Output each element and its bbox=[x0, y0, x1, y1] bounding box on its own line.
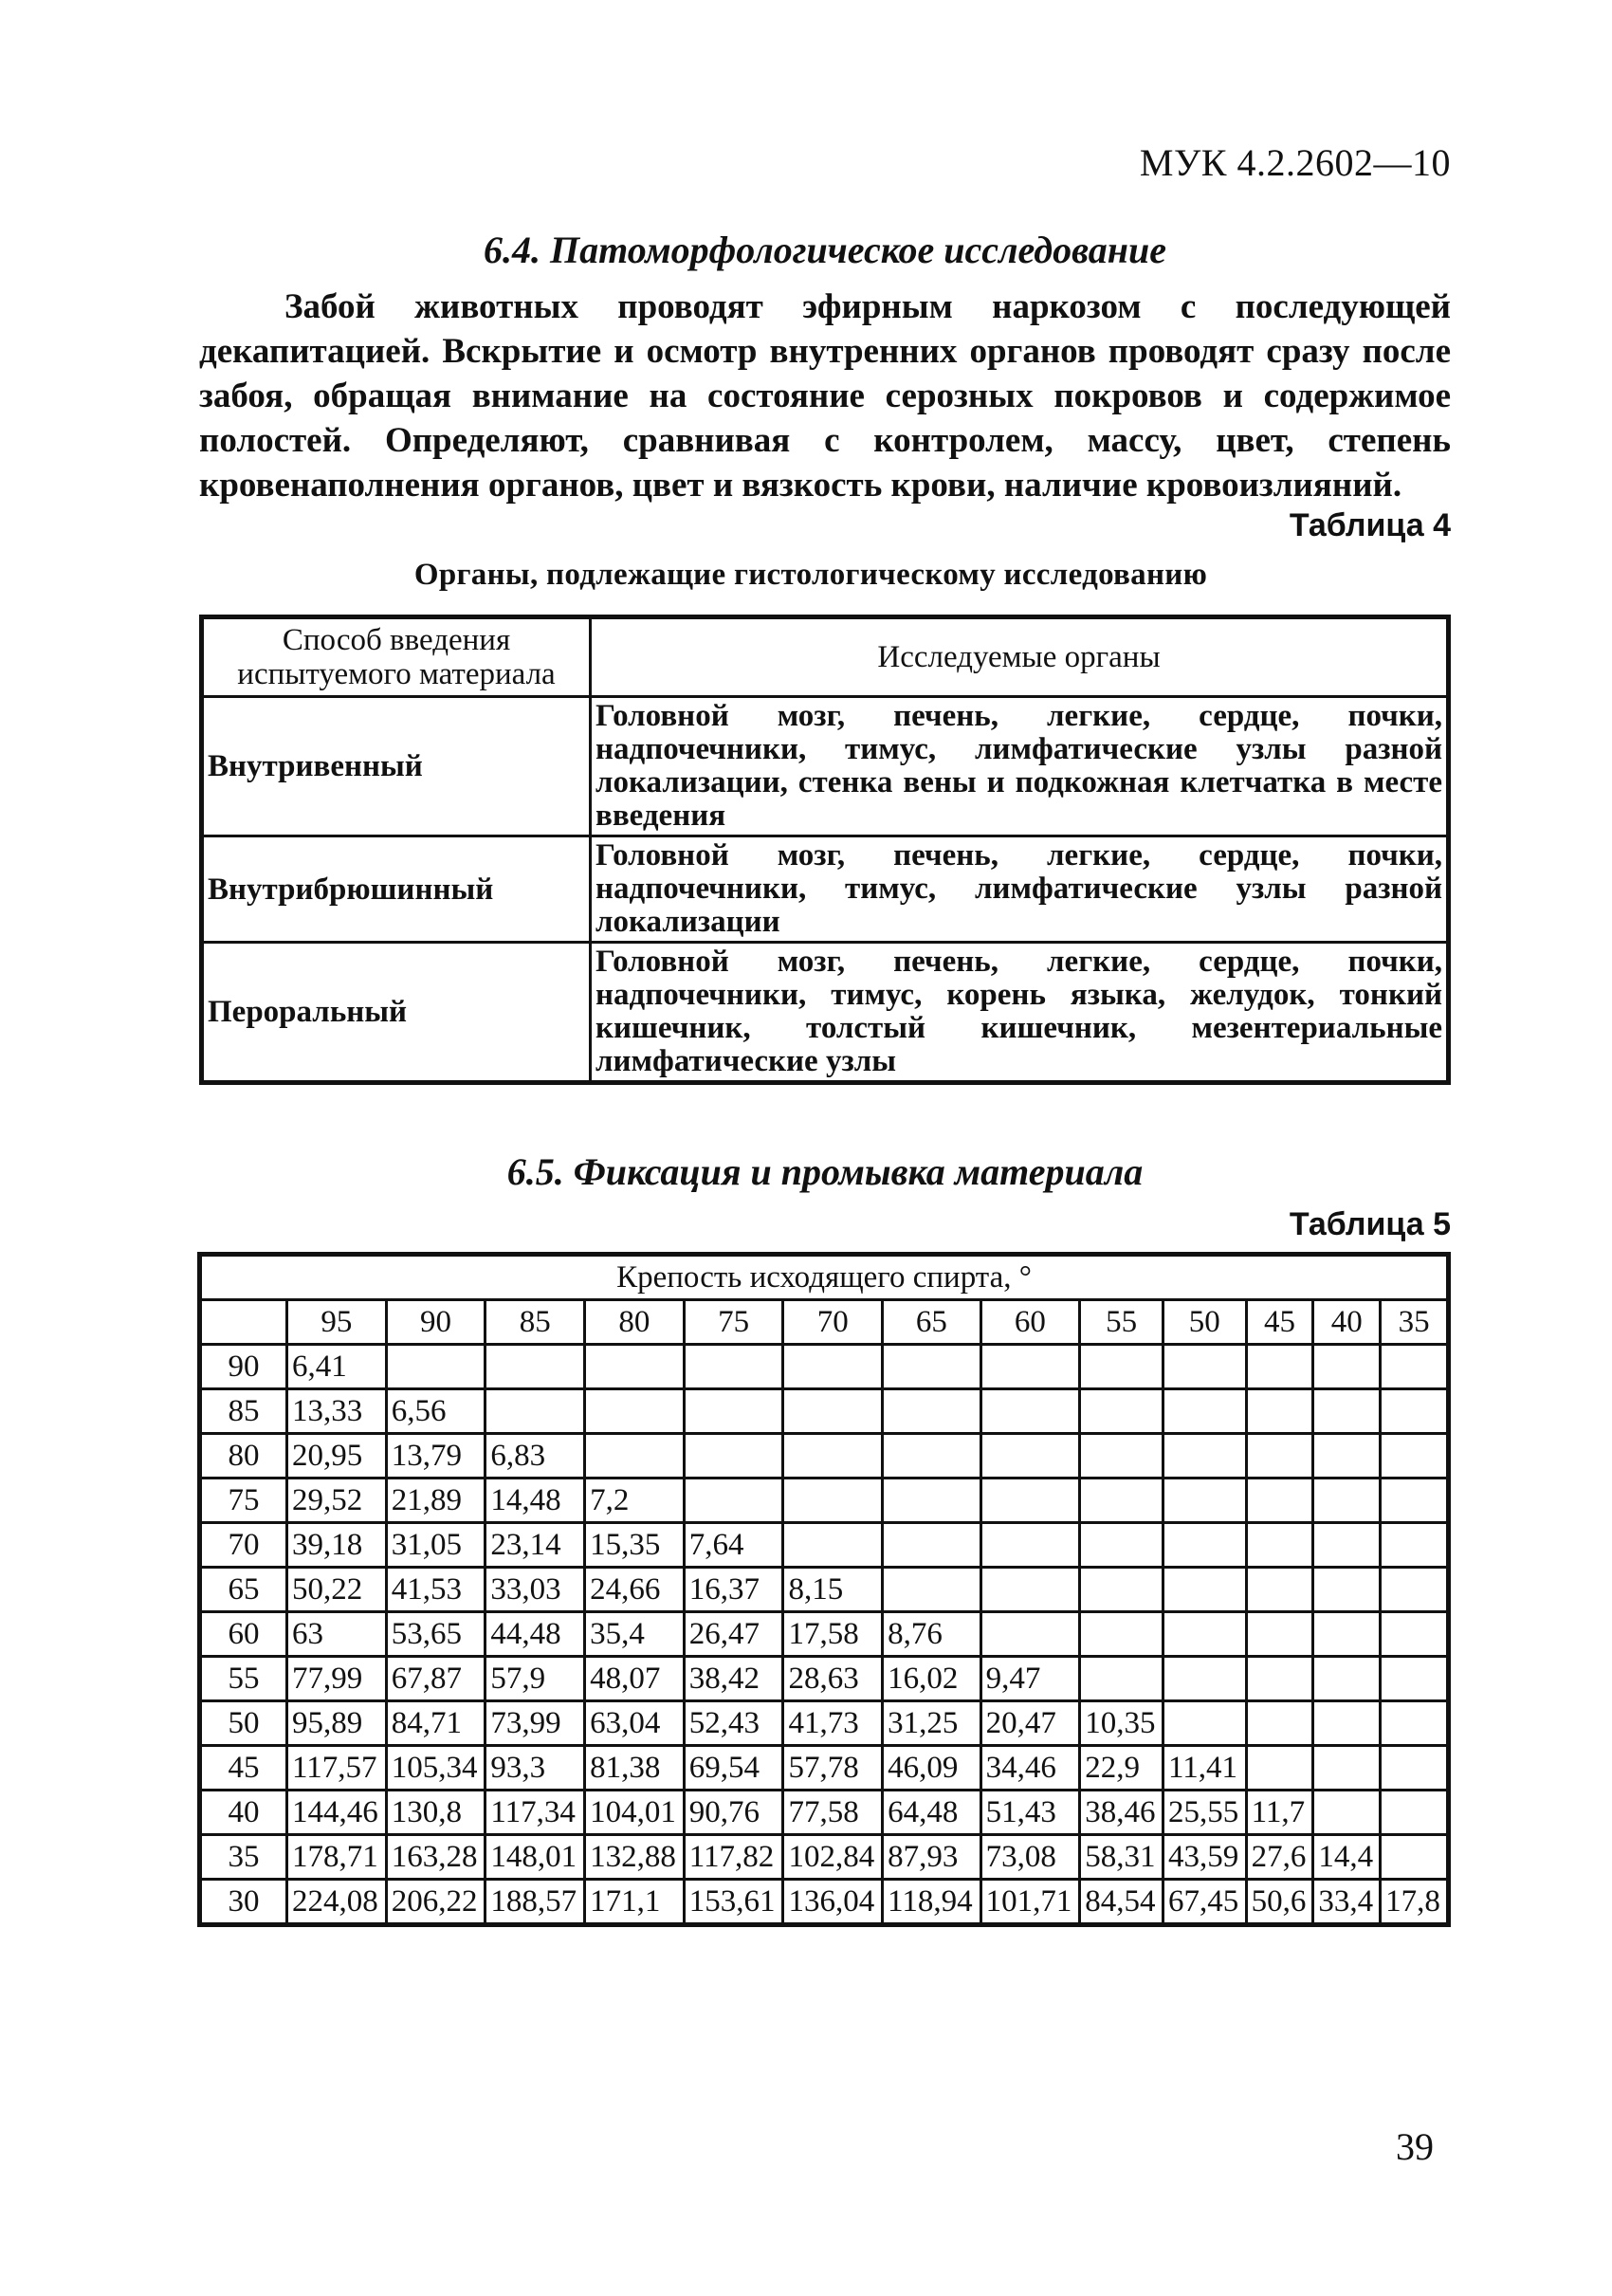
column-header: 65 bbox=[883, 1300, 980, 1345]
table-cell: 50,22 bbox=[287, 1568, 387, 1612]
table-cell: 63 bbox=[287, 1612, 387, 1657]
table-cell bbox=[1163, 1434, 1246, 1479]
table-cell: 29,52 bbox=[287, 1479, 387, 1523]
organs-cell: Головной мозг, печень, легкие, сердце, почки, надпочечники, тимус, корень языка, желудок, тонкий кишечник, толстый кишечник, мезентериальные лимфатические узлы bbox=[591, 943, 1449, 1083]
table-cell bbox=[1163, 1479, 1246, 1523]
row-header: 60 bbox=[200, 1612, 287, 1657]
table-cell: 6,83 bbox=[485, 1434, 585, 1479]
table-cell: 16,02 bbox=[883, 1657, 980, 1701]
table-cell: 77,99 bbox=[287, 1657, 387, 1701]
column-header: 45 bbox=[1246, 1300, 1313, 1345]
table-cell: 10,35 bbox=[1080, 1701, 1163, 1746]
table-cell bbox=[883, 1345, 980, 1389]
table-cell bbox=[1246, 1479, 1313, 1523]
table-cell: 33,03 bbox=[485, 1568, 585, 1612]
table-row bbox=[200, 1657, 1449, 1701]
table-cell bbox=[585, 1434, 685, 1479]
table-cell: 26,47 bbox=[684, 1612, 783, 1657]
table-cell bbox=[883, 1479, 980, 1523]
table-row bbox=[200, 1612, 1449, 1657]
table-cell: 84,54 bbox=[1080, 1880, 1163, 1925]
table-cell: 206,22 bbox=[386, 1880, 485, 1925]
table-cell: 148,01 bbox=[485, 1835, 585, 1880]
column-header: 35 bbox=[1381, 1300, 1449, 1345]
table-row bbox=[202, 943, 1449, 1083]
table-cell: 87,93 bbox=[883, 1835, 980, 1880]
method-cell: Внутривенный bbox=[202, 697, 591, 836]
table-cell: 46,09 bbox=[883, 1746, 980, 1791]
table-cell: 188,57 bbox=[485, 1880, 585, 1925]
table-cell: 90,76 bbox=[684, 1791, 783, 1835]
table-cell bbox=[1313, 1612, 1381, 1657]
table-row bbox=[202, 836, 1449, 943]
table-cell bbox=[1381, 1568, 1449, 1612]
table-cell bbox=[1080, 1479, 1163, 1523]
table-cell: 6,56 bbox=[386, 1389, 485, 1434]
table-row bbox=[200, 1479, 1449, 1523]
table-cell bbox=[1163, 1568, 1246, 1612]
table-cell: 28,63 bbox=[783, 1657, 883, 1701]
table-cell: 52,43 bbox=[684, 1701, 783, 1746]
table-cell: 144,46 bbox=[287, 1791, 387, 1835]
column-header: 70 bbox=[783, 1300, 883, 1345]
table-cell: 224,08 bbox=[287, 1880, 387, 1925]
table-cell: 136,04 bbox=[783, 1880, 883, 1925]
row-header: 90 bbox=[200, 1345, 287, 1389]
table-cell: 17,8 bbox=[1381, 1880, 1449, 1925]
organs-table bbox=[199, 615, 1451, 1085]
table-cell: 24,66 bbox=[585, 1568, 685, 1612]
header-organs: Исследуемые органы bbox=[591, 617, 1449, 697]
row-header: 45 bbox=[200, 1746, 287, 1791]
table-cell: 8,15 bbox=[783, 1568, 883, 1612]
table5-header-caption: Крепость исходящего спирта, ° bbox=[200, 1255, 1449, 1300]
organs-cell: Головной мозг, печень, легкие, сердце, почки, надпочечники, тимус, лимфатические узлы разной локализации, стенка вены и подкожная клетчатка в месте введения bbox=[591, 697, 1449, 836]
table-cell: 117,57 bbox=[287, 1746, 387, 1791]
table-cell bbox=[783, 1434, 883, 1479]
table-cell bbox=[1080, 1657, 1163, 1701]
table-cell bbox=[1381, 1434, 1449, 1479]
table-cell bbox=[386, 1345, 485, 1389]
table-cell bbox=[1246, 1746, 1313, 1791]
column-header: 85 bbox=[485, 1300, 585, 1345]
table-cell bbox=[1313, 1523, 1381, 1568]
table-cell: 25,55 bbox=[1163, 1791, 1246, 1835]
table5-column-header-row bbox=[200, 1300, 1449, 1345]
table-cell bbox=[783, 1479, 883, 1523]
table-cell bbox=[1381, 1791, 1449, 1835]
table-cell: 43,59 bbox=[1163, 1835, 1246, 1880]
table5-body bbox=[200, 1345, 1449, 1925]
table-cell: 7,64 bbox=[684, 1523, 783, 1568]
table-cell: 104,01 bbox=[585, 1791, 685, 1835]
table-cell: 58,31 bbox=[1080, 1835, 1163, 1880]
table-cell bbox=[980, 1568, 1080, 1612]
table-cell bbox=[1381, 1657, 1449, 1701]
section-heading-6-5: 6.5. Фиксация и промывка материала bbox=[506, 1150, 1144, 1193]
table-cell: 16,37 bbox=[684, 1568, 783, 1612]
table-cell: 39,18 bbox=[287, 1523, 387, 1568]
table-cell: 22,9 bbox=[1080, 1746, 1163, 1791]
table-row bbox=[200, 1389, 1449, 1434]
table-cell: 118,94 bbox=[883, 1880, 980, 1925]
table-cell bbox=[1246, 1345, 1313, 1389]
table-row bbox=[202, 697, 1449, 836]
table-cell: 102,84 bbox=[783, 1835, 883, 1880]
table-cell: 153,61 bbox=[684, 1880, 783, 1925]
table-cell bbox=[883, 1389, 980, 1434]
table-cell: 14,4 bbox=[1313, 1835, 1381, 1880]
row-header: 50 bbox=[200, 1701, 287, 1746]
row-header: 55 bbox=[200, 1657, 287, 1701]
table-cell: 33,4 bbox=[1313, 1880, 1381, 1925]
table-cell bbox=[1163, 1612, 1246, 1657]
table-cell bbox=[1313, 1434, 1381, 1479]
table5-caption: Таблица 5 bbox=[1289, 1206, 1451, 1242]
table-cell: 117,82 bbox=[684, 1835, 783, 1880]
table-cell: 105,34 bbox=[386, 1746, 485, 1791]
table-row bbox=[200, 1523, 1449, 1568]
row-header: 75 bbox=[200, 1479, 287, 1523]
table-cell: 101,71 bbox=[980, 1880, 1080, 1925]
row-header: 30 bbox=[200, 1880, 287, 1925]
table-cell bbox=[684, 1434, 783, 1479]
page-number: 39 bbox=[1396, 2125, 1434, 2168]
corner-cell bbox=[200, 1300, 287, 1345]
table-cell: 171,1 bbox=[585, 1880, 685, 1925]
table-cell bbox=[1313, 1791, 1381, 1835]
column-header: 60 bbox=[980, 1300, 1080, 1345]
table-cell: 41,73 bbox=[783, 1701, 883, 1746]
table-cell bbox=[1246, 1701, 1313, 1746]
table-cell bbox=[783, 1389, 883, 1434]
table-cell bbox=[1080, 1523, 1163, 1568]
table-cell bbox=[883, 1523, 980, 1568]
column-header: 95 bbox=[287, 1300, 387, 1345]
table-cell: 132,88 bbox=[585, 1835, 685, 1880]
column-header: 40 bbox=[1313, 1300, 1381, 1345]
table-cell bbox=[1381, 1701, 1449, 1746]
table-cell bbox=[883, 1568, 980, 1612]
table-cell bbox=[1313, 1479, 1381, 1523]
table-cell bbox=[980, 1345, 1080, 1389]
table-cell bbox=[1163, 1345, 1246, 1389]
table-cell: 63,04 bbox=[585, 1701, 685, 1746]
table-cell bbox=[1381, 1835, 1449, 1880]
table-cell: 31,25 bbox=[883, 1701, 980, 1746]
row-header: 35 bbox=[200, 1835, 287, 1880]
table-cell bbox=[1313, 1345, 1381, 1389]
table-cell: 27,6 bbox=[1246, 1835, 1313, 1880]
row-header: 85 bbox=[200, 1389, 287, 1434]
table-cell bbox=[1246, 1657, 1313, 1701]
table-cell bbox=[1163, 1701, 1246, 1746]
table-header-row bbox=[202, 617, 1449, 697]
table-cell bbox=[1080, 1612, 1163, 1657]
table-cell: 93,3 bbox=[485, 1746, 585, 1791]
table-cell: 38,42 bbox=[684, 1657, 783, 1701]
table-cell bbox=[1246, 1612, 1313, 1657]
table-cell: 20,95 bbox=[287, 1434, 387, 1479]
table-cell bbox=[1080, 1568, 1163, 1612]
table-cell: 44,48 bbox=[485, 1612, 585, 1657]
table4-caption: Таблица 4 bbox=[1289, 507, 1451, 543]
column-header: 90 bbox=[386, 1300, 485, 1345]
table-cell bbox=[883, 1434, 980, 1479]
table-cell bbox=[1163, 1523, 1246, 1568]
header-method: Способ введения испытуемого материала bbox=[202, 617, 591, 697]
column-header: 80 bbox=[585, 1300, 685, 1345]
table-row bbox=[200, 1791, 1449, 1835]
table-cell: 57,78 bbox=[783, 1746, 883, 1791]
table-row bbox=[200, 1345, 1449, 1389]
table-cell: 23,14 bbox=[485, 1523, 585, 1568]
section-paragraph: Забой животных проводят эфирным наркозом с последующей декапитацией. Вскрытие и осмотр внутренних органов проводят сразу после забоя, обращая внимание на состояние серозных покровов и содержимое полостей. Определяют, сравнивая с контролем, массу, цвет, степень кровенаполнения органов, цвет и вязкость крови, наличие кровоизлияний. bbox=[199, 287, 1451, 505]
table-cell bbox=[980, 1434, 1080, 1479]
table5-caption-row bbox=[200, 1255, 1449, 1300]
row-header: 40 bbox=[200, 1791, 287, 1835]
table-cell: 73,08 bbox=[980, 1835, 1080, 1880]
section-heading-6-4: 6.4. Патоморфологическое исследование bbox=[484, 229, 1166, 271]
table-cell bbox=[980, 1479, 1080, 1523]
table-row bbox=[200, 1835, 1449, 1880]
table-cell bbox=[1080, 1345, 1163, 1389]
table-row bbox=[200, 1746, 1449, 1791]
table-cell bbox=[1246, 1389, 1313, 1434]
table-row bbox=[200, 1880, 1449, 1925]
table-cell bbox=[1313, 1657, 1381, 1701]
table-cell bbox=[1381, 1479, 1449, 1523]
column-header: 55 bbox=[1080, 1300, 1163, 1345]
table-cell bbox=[1313, 1746, 1381, 1791]
table-cell: 53,65 bbox=[386, 1612, 485, 1657]
table-cell bbox=[1381, 1746, 1449, 1791]
organs-cell: Головной мозг, печень, легкие, сердце, почки, надпочечники, тимус, лимфатические узлы разной локализации bbox=[591, 836, 1449, 943]
table-cell bbox=[684, 1389, 783, 1434]
table-cell: 7,2 bbox=[585, 1479, 685, 1523]
table-cell bbox=[1381, 1523, 1449, 1568]
table-cell bbox=[980, 1389, 1080, 1434]
table-cell: 163,28 bbox=[386, 1835, 485, 1880]
table-row bbox=[200, 1568, 1449, 1612]
table-cell: 95,89 bbox=[287, 1701, 387, 1746]
table-cell bbox=[783, 1523, 883, 1568]
table-cell bbox=[485, 1389, 585, 1434]
table-cell: 73,99 bbox=[485, 1701, 585, 1746]
table-cell: 67,45 bbox=[1163, 1880, 1246, 1925]
row-header: 80 bbox=[200, 1434, 287, 1479]
table-cell: 84,71 bbox=[386, 1701, 485, 1746]
table-cell: 6,41 bbox=[287, 1345, 387, 1389]
table-cell: 14,48 bbox=[485, 1479, 585, 1523]
table-cell: 13,33 bbox=[287, 1389, 387, 1434]
table-cell bbox=[684, 1345, 783, 1389]
table-cell: 50,6 bbox=[1246, 1880, 1313, 1925]
table-cell bbox=[783, 1345, 883, 1389]
table-cell: 130,8 bbox=[386, 1791, 485, 1835]
method-cell: Внутрибрюшинный bbox=[202, 836, 591, 943]
table-cell: 57,9 bbox=[485, 1657, 585, 1701]
table-cell bbox=[1313, 1568, 1381, 1612]
document-code: МУК 4.2.2602—10 bbox=[1139, 141, 1451, 184]
table-cell bbox=[1163, 1657, 1246, 1701]
table-cell bbox=[980, 1612, 1080, 1657]
table-cell: 31,05 bbox=[386, 1523, 485, 1568]
row-header: 70 bbox=[200, 1523, 287, 1568]
table-cell: 11,41 bbox=[1163, 1746, 1246, 1791]
table-cell: 34,46 bbox=[980, 1746, 1080, 1791]
table-cell bbox=[1246, 1434, 1313, 1479]
column-header: 75 bbox=[684, 1300, 783, 1345]
table-cell bbox=[585, 1345, 685, 1389]
table-cell bbox=[684, 1479, 783, 1523]
table-cell: 9,47 bbox=[980, 1657, 1080, 1701]
table-row bbox=[200, 1701, 1449, 1746]
method-cell: Пероральный bbox=[202, 943, 591, 1083]
alcohol-dilution-table bbox=[197, 1252, 1451, 1927]
table-cell: 117,34 bbox=[485, 1791, 585, 1835]
column-header: 50 bbox=[1163, 1300, 1246, 1345]
table-cell: 77,58 bbox=[783, 1791, 883, 1835]
table-cell: 67,87 bbox=[386, 1657, 485, 1701]
table-cell bbox=[1313, 1389, 1381, 1434]
row-header: 65 bbox=[200, 1568, 287, 1612]
table-cell: 51,43 bbox=[980, 1791, 1080, 1835]
table-cell bbox=[1381, 1389, 1449, 1434]
table-cell bbox=[1163, 1389, 1246, 1434]
table4-title: Органы, подлежащие гистологическому исследованию bbox=[413, 558, 1208, 592]
table-cell: 8,76 bbox=[883, 1612, 980, 1657]
table-cell: 20,47 bbox=[980, 1701, 1080, 1746]
table-cell: 17,58 bbox=[783, 1612, 883, 1657]
table-cell: 15,35 bbox=[585, 1523, 685, 1568]
table-cell bbox=[485, 1345, 585, 1389]
table-cell bbox=[980, 1523, 1080, 1568]
table-cell: 81,38 bbox=[585, 1746, 685, 1791]
table-cell bbox=[1246, 1523, 1313, 1568]
table-cell bbox=[1246, 1568, 1313, 1612]
table-cell: 11,7 bbox=[1246, 1791, 1313, 1835]
table-cell: 41,53 bbox=[386, 1568, 485, 1612]
table-cell bbox=[1080, 1434, 1163, 1479]
table-row bbox=[200, 1434, 1449, 1479]
table-cell bbox=[1313, 1701, 1381, 1746]
table-cell: 178,71 bbox=[287, 1835, 387, 1880]
table-cell: 48,07 bbox=[585, 1657, 685, 1701]
table-cell: 35,4 bbox=[585, 1612, 685, 1657]
table-cell: 69,54 bbox=[684, 1746, 783, 1791]
table-cell: 13,79 bbox=[386, 1434, 485, 1479]
table-cell: 38,46 bbox=[1080, 1791, 1163, 1835]
table-cell bbox=[1381, 1612, 1449, 1657]
table-cell: 21,89 bbox=[386, 1479, 485, 1523]
table-cell: 64,48 bbox=[883, 1791, 980, 1835]
table-cell bbox=[585, 1389, 685, 1434]
table-cell bbox=[1381, 1345, 1449, 1389]
table-cell bbox=[1080, 1389, 1163, 1434]
